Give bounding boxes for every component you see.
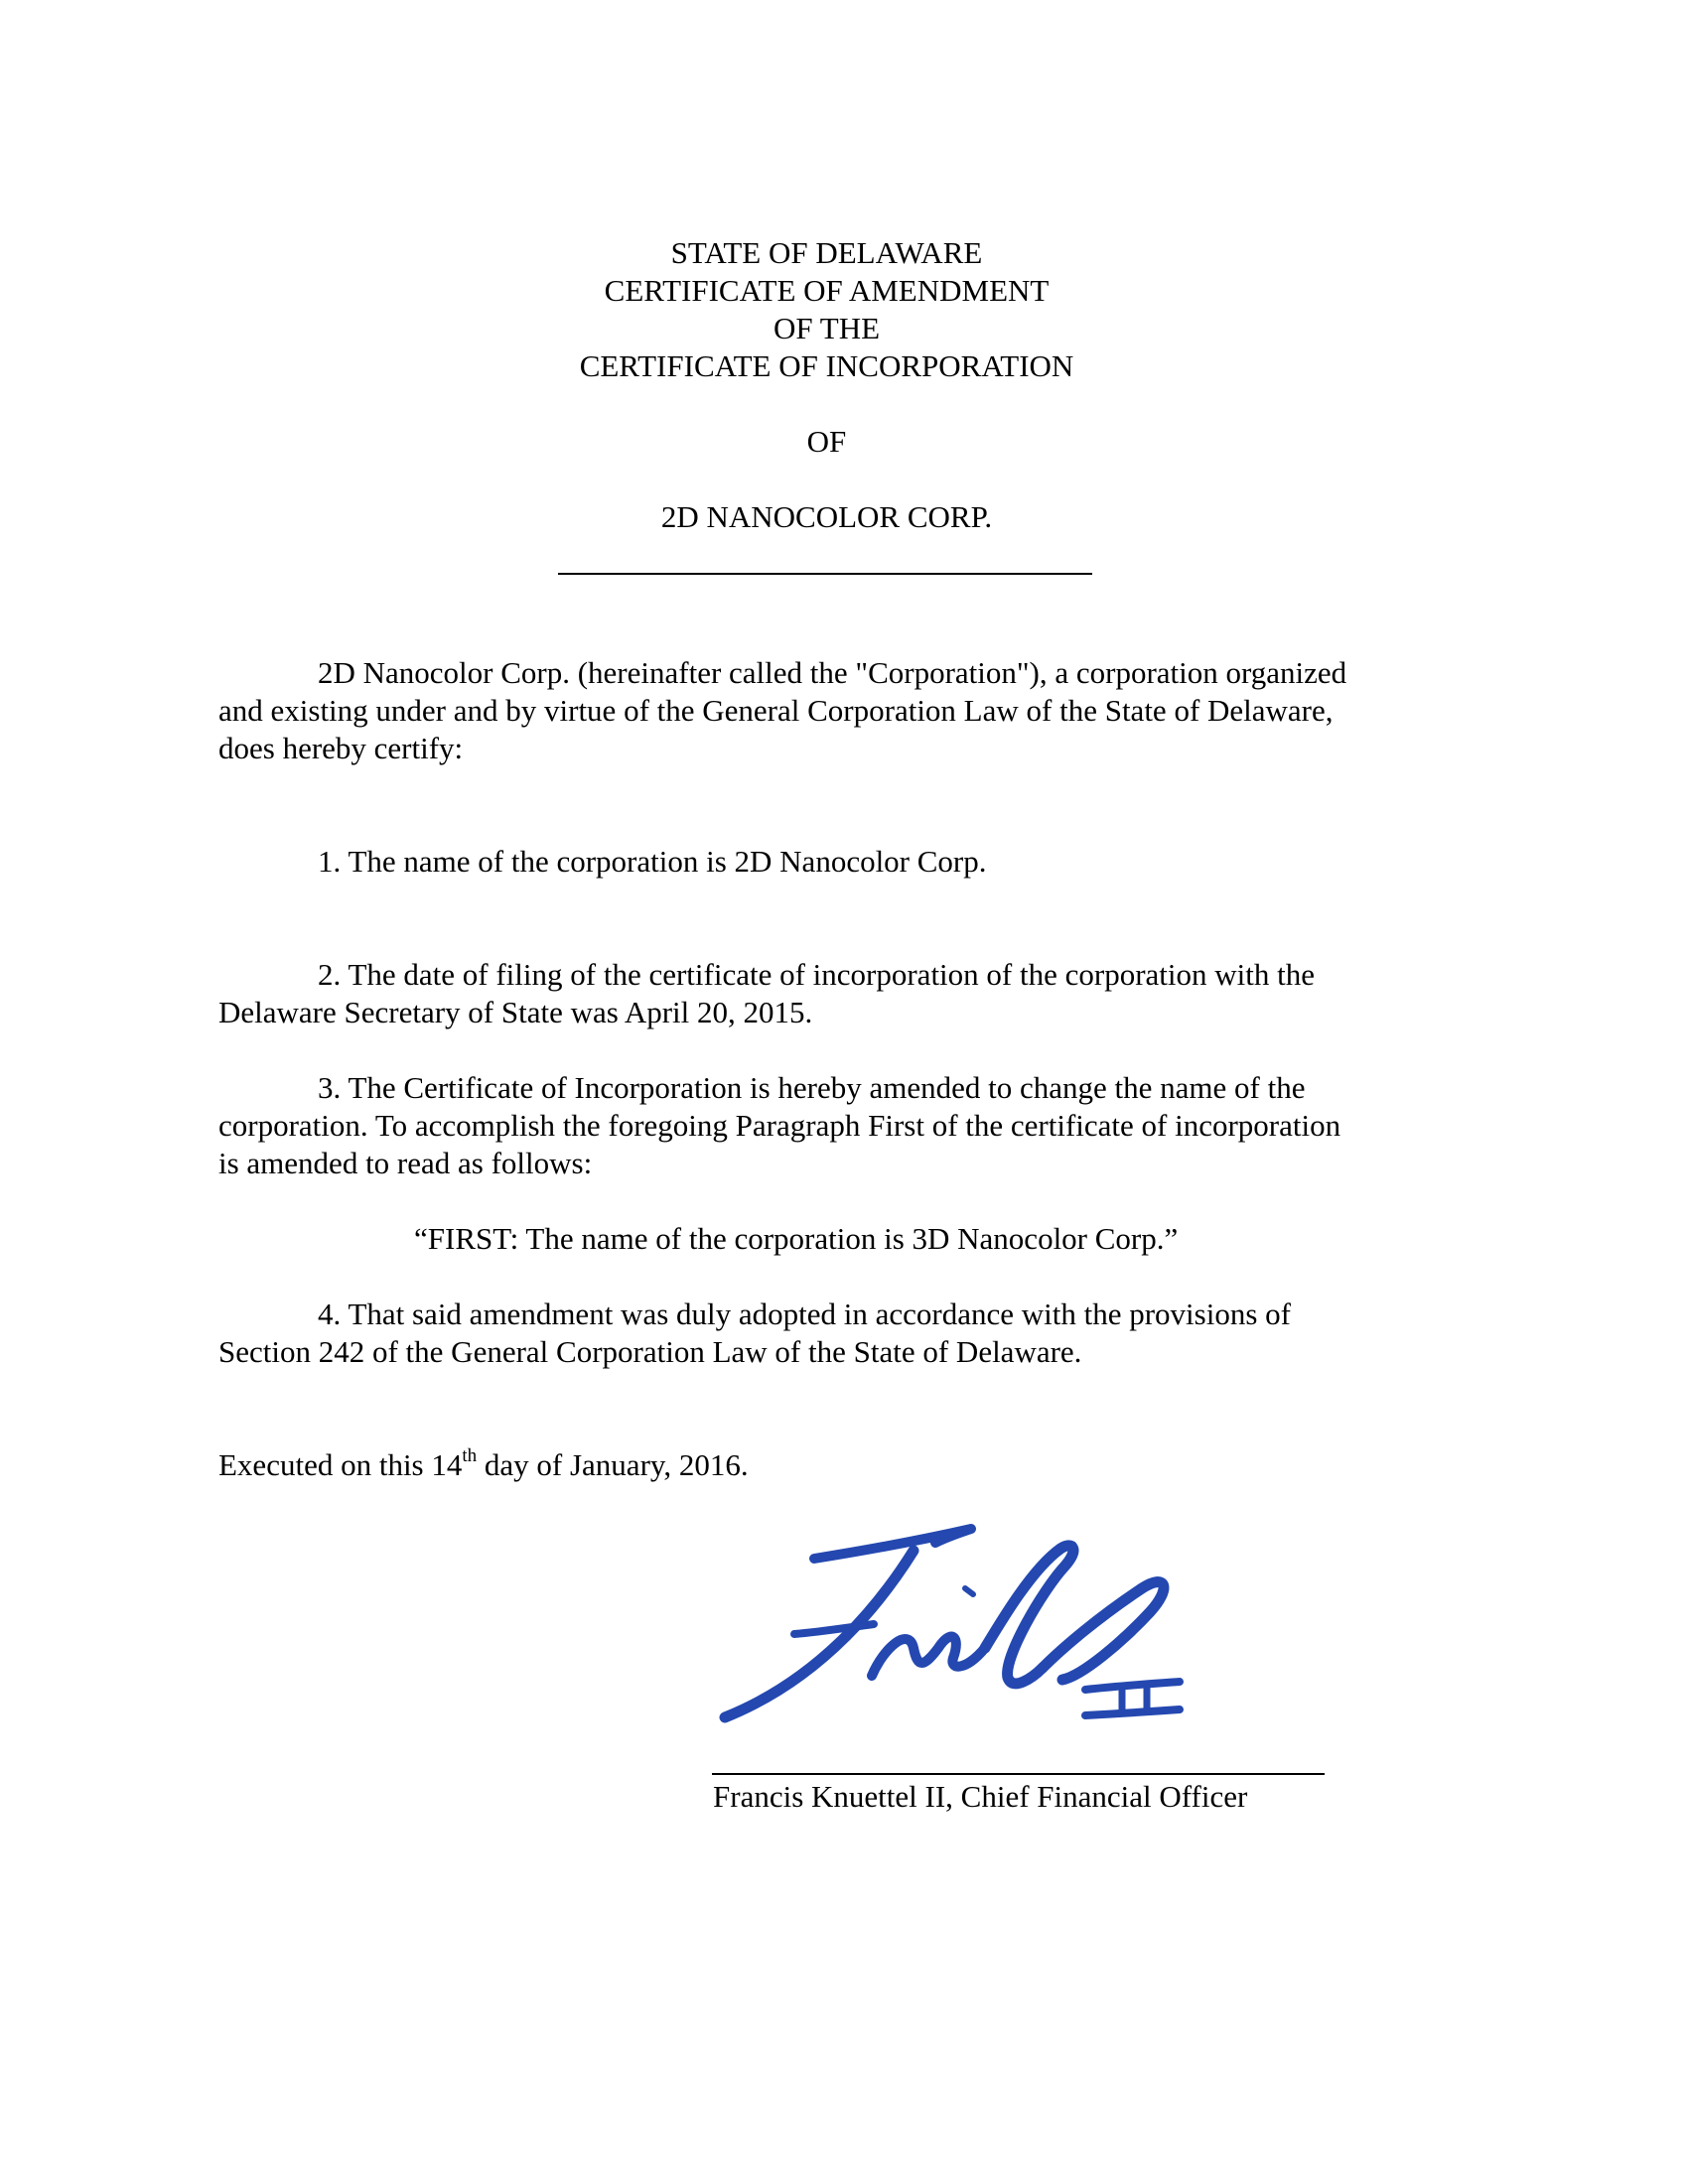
- item-3-line-2: corporation. To accomplish the foregoing Paragraph First of the certificate of incorporation: [218, 1108, 1341, 1143]
- execution-prefix: Executed on this 14: [218, 1447, 463, 1482]
- signer-name-title: Francis Knuettel II, Chief Financial Officer: [713, 1779, 1248, 1814]
- title-underline: [558, 573, 1092, 575]
- header-certificate-incorporation: CERTIFICATE OF INCORPORATION: [579, 348, 1074, 383]
- item-1: 1. The name of the corporation is 2D Nanocolor Corp.: [318, 844, 987, 879]
- item-2-line-1: 2. The date of filing of the certificate of incorporation of the corporation with the: [318, 957, 1315, 992]
- item-4-line-1: 4. That said amendment was duly adopted in accordance with the provisions of: [318, 1297, 1291, 1331]
- item-3-line-1: 3. The Certificate of Incorporation is hereby amended to change the name of the: [318, 1070, 1306, 1105]
- header-of-the: OF THE: [773, 311, 881, 345]
- execution-date: [218, 1446, 749, 1484]
- item-4-line-2: Section 242 of the General Corporation Law of the State of Delaware.: [218, 1334, 1082, 1369]
- header-company-name: 2D NANOCOLOR CORP.: [660, 499, 993, 534]
- signature-line: [712, 1773, 1325, 1775]
- header-certificate-amendment: CERTIFICATE OF AMENDMENT: [604, 273, 1050, 308]
- amendment-quote: “FIRST: The name of the corporation is 3D Nanocolor Corp.”: [414, 1221, 1179, 1256]
- intro-line-3: does hereby certify:: [218, 731, 464, 765]
- intro-line-1: 2D Nanocolor Corp. (hereinafter called the "Corporation"), a corporation organized: [318, 655, 1347, 690]
- item-2-line-2: Delaware Secretary of State was April 20, 2015.: [218, 995, 813, 1029]
- intro-line-2: and existing under and by virtue of the General Corporation Law of the State of Delaware,: [218, 693, 1334, 728]
- execution-ordinal-suffix: th: [462, 1444, 478, 1466]
- header-state: STATE OF DELAWARE: [670, 235, 983, 270]
- header-of: OF: [806, 424, 847, 459]
- handwritten-signature: [705, 1509, 1261, 1747]
- execution-rest: day of January, 2016.: [477, 1447, 749, 1482]
- item-3-line-3: is amended to read as follows:: [218, 1146, 593, 1180]
